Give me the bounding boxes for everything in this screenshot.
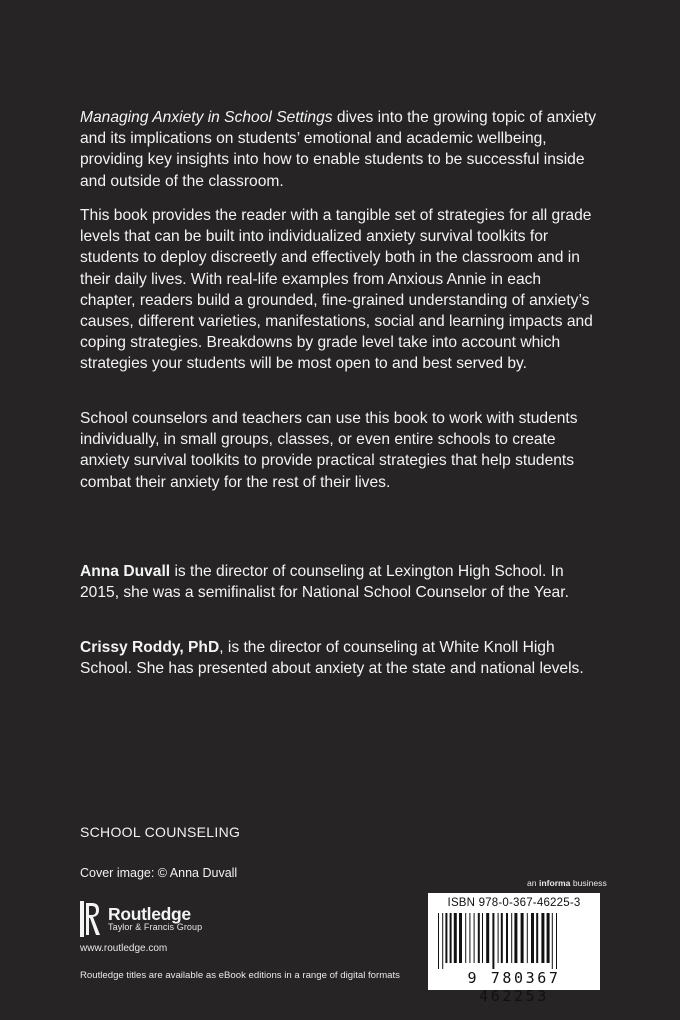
subject-category: SCHOOL COUNSELING — [80, 824, 241, 840]
cover-image-credit: Cover image: © Anna Duvall — [80, 866, 238, 880]
barcode-bar — [478, 913, 480, 963]
description-paragraph-3: School counselors and teachers can use this book to work with students individually, in small groups, classes, or even entire schools to create anxiety survival toolkits to provide practical strategies that help students combat their anxiety for the rest of their lives. — [80, 410, 578, 491]
barcode-bar — [521, 913, 524, 963]
barcode-bar — [531, 913, 534, 963]
barcode-bar — [482, 913, 483, 963]
barcode-bar — [541, 913, 544, 963]
barcode-bar — [536, 913, 538, 963]
barcode-bar — [442, 913, 443, 969]
barcode-bar — [492, 913, 494, 969]
barcode-bar — [486, 913, 489, 963]
author-bio-text-2: , is the director of counseling at White Knoll High School. She has presented about anxiety at the state and national levels. — [80, 639, 584, 678]
barcode-bar — [465, 913, 466, 963]
barcode-bar — [527, 913, 528, 963]
barcode-digits: 9 780367 462253 — [467, 969, 561, 1005]
author-bio-text-1: is the director of counseling at Lexington High School. In 2015, she was a semifinalist for National School Counselor of the Year. — [80, 563, 569, 602]
isbn-barcode — [428, 893, 600, 1005]
informa-suffix: business — [570, 878, 607, 888]
barcode-bar — [459, 913, 462, 963]
barcode-bar — [469, 913, 470, 963]
barcode-bar — [454, 913, 457, 963]
barcode-bar — [556, 913, 557, 969]
author-name-1: Anna Duvall — [80, 563, 171, 580]
author-name-2: Crissy Roddy, PhD — [80, 639, 220, 656]
publisher-group: Taylor & Francis Group — [108, 922, 203, 933]
barcode-bar — [501, 913, 503, 963]
barcode-bar — [514, 913, 517, 963]
barcode-bar — [445, 913, 447, 963]
publisher-website: www.routledge.com — [80, 943, 168, 954]
description-paragraph-2: This book provides the reader with a tangible set of strategies for all grade levels that can be built into individualized anxiety survival toolkits for students to deploy discreetly and effectively both in the classroom and in their daily lives. With real-life examples from Anxious Annie in each chapter, readers build a grounded, fine-grained understanding of anxiety’s causes, different varieties, manifestations, social and learning impacts and coping strategies. Breakdowns by grade level take into account which strategies your students will be most open to and best served by. — [80, 207, 593, 373]
informa-brand: informa — [538, 878, 571, 888]
publisher-name: Routledge — [108, 904, 191, 925]
ebook-note: Routledge titles are available as eBook editions in a range of digital formats — [80, 970, 400, 981]
publisher-logo — [80, 900, 202, 938]
barcode-bar — [547, 913, 550, 963]
informa-business-mark — [527, 878, 607, 888]
author-bio-1 — [80, 561, 600, 603]
description-paragraph-1-text: dives into the growing topic of anxiety and its implications on students’ emotional and academic wellbeing, providing key insights into how to enable students to be successful inside and outside of the classroom. — [80, 109, 597, 190]
barcode-bar — [450, 913, 452, 963]
barcode-bar — [498, 913, 499, 963]
author-bio-2 — [80, 637, 600, 679]
barcode-bar — [438, 913, 439, 969]
book-title: Managing Anxiety in School Settings — [80, 109, 333, 126]
isbn-label: ISBN 978-0-367-46225-3 — [447, 897, 581, 909]
barcode-bar — [511, 913, 512, 963]
barcode-bar — [474, 913, 475, 963]
description-paragraph-1 — [80, 107, 600, 192]
routledge-logo-icon — [80, 901, 102, 937]
barcode-bars — [432, 913, 596, 969]
barcode-bar — [506, 913, 508, 963]
informa-prefix: an — [527, 878, 539, 888]
barcode-bar — [552, 913, 553, 969]
